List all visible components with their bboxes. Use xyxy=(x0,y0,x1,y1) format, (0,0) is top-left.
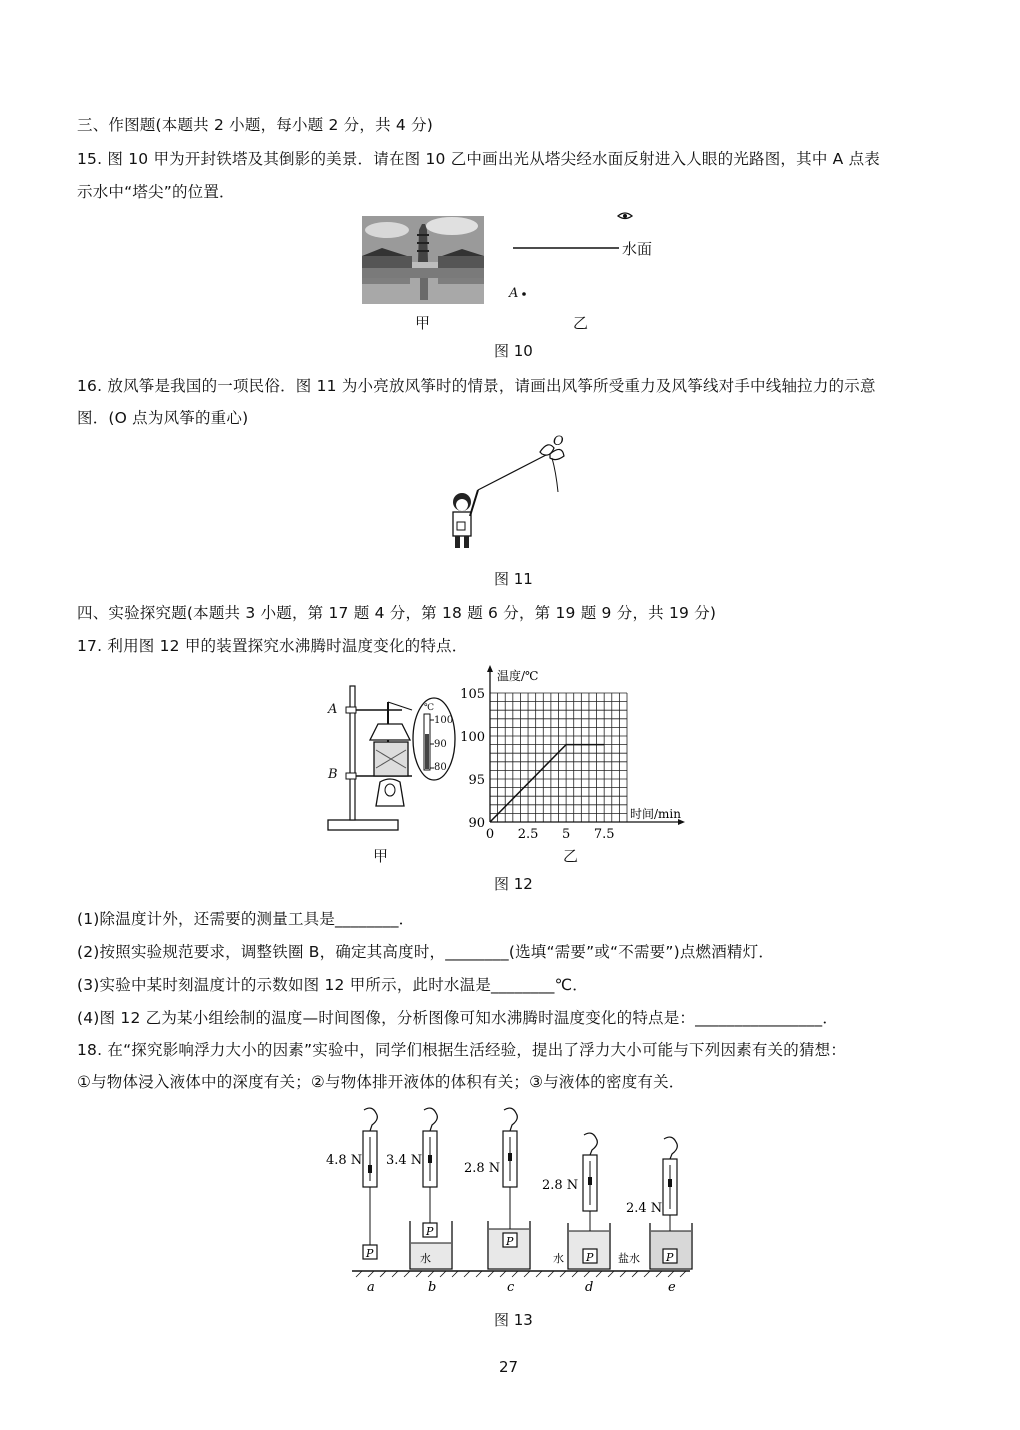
figure-12-caption: 图 12 xyxy=(494,875,533,893)
setup-c-label: c xyxy=(507,1280,515,1295)
page-number: 27 xyxy=(499,1358,519,1376)
setup-b-label: b xyxy=(428,1280,437,1295)
thermometer-tick-90: 90 xyxy=(434,739,447,750)
object-p-b: P xyxy=(426,1225,434,1238)
y-tick-label: 105 xyxy=(460,687,485,702)
q17-intro: 17. 利用图 12 甲的装置探究水沸腾时温度变化的特点． xyxy=(77,637,468,655)
figure-10-yi-diagram xyxy=(505,205,685,309)
x-tick-label: 2.5 xyxy=(517,827,539,842)
spring-scale-e-reading: 2.4 N xyxy=(626,1201,663,1216)
kite-string xyxy=(478,455,546,490)
label-a: A xyxy=(328,702,338,717)
point-a-label: A xyxy=(509,286,519,301)
figure-10-jia-label: 甲 xyxy=(415,314,431,332)
q16-line2: 图．(O 点为风筝的重心) xyxy=(77,409,249,427)
figure-11-caption: 图 11 xyxy=(494,570,533,588)
point-a-dot xyxy=(522,292,526,296)
section-3-heading: 三、作图题(本题共 2 小题，每小题 2 分，共 4 分) xyxy=(77,116,434,134)
q17-part3: (3)实验中某时刻温度计的示数如图 12 甲所示，此时水温是________℃． xyxy=(77,976,588,994)
object-p-e: P xyxy=(666,1251,674,1264)
setup-a-label: a xyxy=(367,1280,375,1295)
figure-13-caption: 图 13 xyxy=(494,1311,533,1329)
setup-e-label: e xyxy=(668,1280,676,1295)
y-tick-label: 100 xyxy=(460,730,485,745)
x-tick-label: 7.5 xyxy=(593,827,615,842)
thermometer-tick-100: 100 xyxy=(434,715,454,726)
liquid-b-label: 水 xyxy=(420,1252,431,1265)
y-axis-arrow xyxy=(487,665,493,672)
figure-12-yi-label: 乙 xyxy=(563,847,579,865)
q17-part1: (1)除温度计外，还需要的测量工具是________． xyxy=(77,910,415,928)
x-tick-label: 5 xyxy=(561,827,571,842)
figure-11-kite-scene xyxy=(440,432,580,558)
object-p-c: P xyxy=(506,1235,514,1248)
spring-scale-c-reading: 2.8 N xyxy=(464,1161,501,1176)
label-b: B xyxy=(328,767,338,782)
figure-10-caption: 图 10 xyxy=(494,342,533,360)
q16-line1: 16. 放风筝是我国的一项民俗．图 11 为小亮放风筝时的情景，请画出风筝所受重力及风筝线对手中线轴拉力的示意 xyxy=(77,377,876,395)
figure-10-yi-label: 乙 xyxy=(573,314,589,332)
point-o-label: O xyxy=(553,434,564,449)
setup-c xyxy=(464,1108,530,1295)
temperature-series-line xyxy=(490,745,604,822)
water-surface-label: 水面 xyxy=(622,240,653,258)
section-4-heading: 四、实验探究题(本题共 3 小题，第 17 题 4 分，第 18 题 6 分，第 19 题 9 分，共 19 分) xyxy=(77,604,717,622)
q17-part2: (2)按照实验规范要求，调整铁圈 B，确定其高度时，________(选填“需要”或“不需要”)点燃酒精灯． xyxy=(77,943,775,961)
q15-line1: 15. 图 10 甲为开封铁塔及其倒影的美景．请在图 10 乙中画出光从塔尖经水面反射进入人眼的光路图，其中 A 点表 xyxy=(77,150,880,168)
q18-line2: ①与物体浸入液体中的深度有关；②与物体排开液体的体积有关；③与液体的密度有关． xyxy=(77,1073,685,1091)
object-p-d: P xyxy=(586,1251,594,1264)
y-axis-label: 温度/℃ xyxy=(497,669,539,683)
y-tick-label: 95 xyxy=(468,773,485,788)
q17-part4: (4)图 12 乙为某小组绘制的温度—时间图像，分析图像可知水沸腾时温度变化的特点是：________________． xyxy=(77,1009,839,1027)
boy-figure xyxy=(453,490,478,548)
thermometer-tick-80: 80 xyxy=(434,762,447,773)
liquid-d-label: 水 xyxy=(553,1252,564,1265)
figure-13-buoyancy xyxy=(320,1105,700,1305)
x-tick-label: 0 xyxy=(485,827,495,842)
spring-scale-d-reading: 2.8 N xyxy=(542,1178,579,1193)
setup-d-label: d xyxy=(585,1280,594,1295)
thermometer-unit: ℃ xyxy=(424,703,435,713)
x-axis-label: 时间/min xyxy=(630,807,681,821)
eye-icon xyxy=(618,213,632,219)
setup-a xyxy=(326,1108,377,1295)
q18-line1: 18. 在“探究影响浮力大小的因素”实验中，同学们根据生活经验，提出了浮力大小可能与下列因素有关的猜想： xyxy=(77,1041,847,1059)
figure-10-jia-photo xyxy=(362,216,484,308)
figure-12-yi-chart xyxy=(455,660,695,845)
spring-scale-b-reading: 3.4 N xyxy=(386,1153,423,1168)
q15-line2: 示水中“塔尖”的位置． xyxy=(77,183,235,201)
spring-scale-a-reading: 4.8 N xyxy=(326,1153,363,1168)
figure-12-jia-label: 甲 xyxy=(373,847,389,865)
setup-b xyxy=(386,1108,452,1295)
kite-icon xyxy=(540,445,564,492)
liquid-e-label: 盐水 xyxy=(618,1252,640,1265)
y-tick-label: 90 xyxy=(468,816,485,831)
object-p-a: P xyxy=(366,1247,374,1260)
